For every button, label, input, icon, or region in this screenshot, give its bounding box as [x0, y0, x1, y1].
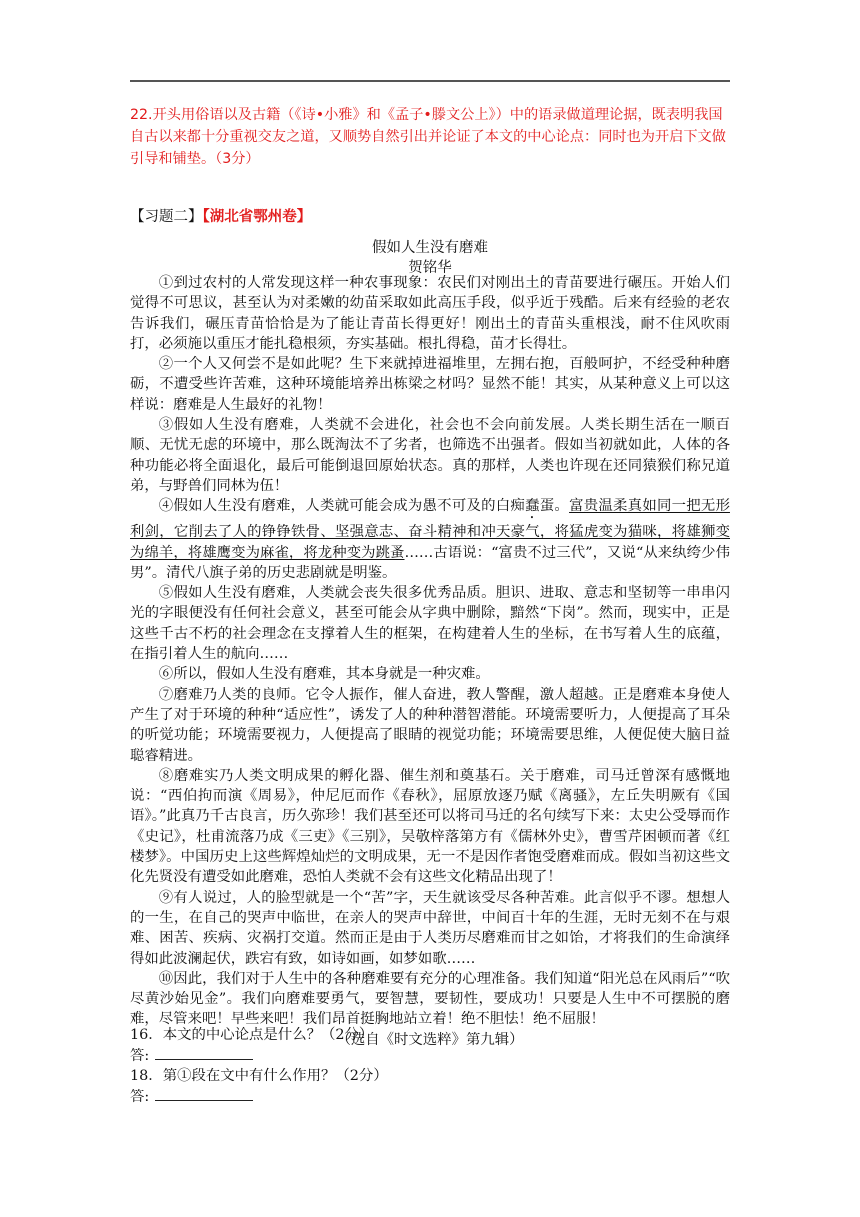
exercise-source: 【湖北省鄂州卷】 — [202, 209, 312, 225]
paragraph-8: ⑧磨难实乃人类文明成果的孵化器、催生剂和奠基石。关于磨难，司马迁曾深有感慨地说：“西伯拘而演《周易》，仲尼厄而作《春秋》，屈原放逐乃赋《离骚》，左丘失明厥有《国语》。”此真乃千古良言，历久弥珍！我们甚至还可以将司马迁的名句续写下来：太史公受辱而作《史记》，杜甫流落乃成《三吏》《三别》，吴敬梓落第方有《儒林外史》，曹雪芹困顿而著《红楼梦》。中国历史上这些辉煌灿烂的文明成果，无一不是因作者饱受磨难而成。假如当初这些文化先贤没有遭受如此磨难，恐怕人类就不会有这些文化精品出现了！ — [130, 767, 730, 886]
answer-note-22: 22.开头用俗语以及古籍（《诗•小雅》和《孟子•滕文公上》）中的语录做道理论据，既表明我国自古以来都十分重视交友之道，又顺势自然引出并论证了本文的中心论点：同时也为开启下文做引导和铺垫。（3分） — [130, 107, 726, 167]
paragraph-9: ⑨有人说过，人的脸型就是一个“苦”字，天生就该受尽各种苦难。此言似乎不谬。想想人的一生，在自己的哭声中临世，在亲人的哭声中辞世，中间百十年的生涯，无时无刻不在与艰难、困苦、疾病、灾祸打交道。然而正是由于人类历尽磨难而甘之如饴，才将我们的生命演绎得如此波澜起伏，跌宕有致，如诗如画，如梦如歌…… — [130, 889, 730, 967]
underlined-sentence: 富贵温柔真如同一把无形利剑，它削去了人的铮铮铁骨、坚强意志、奋斗精神和冲天豪气，将猛虎变为猫咪，将雄狮变为绵羊，将雄鹰变为麻雀，将龙种变为跳蚤 — [130, 498, 730, 561]
answer-line — [130, 1045, 730, 1066]
article-source: （选自《时文选粹》第九辑） — [336, 1031, 524, 1048]
exercise-header — [130, 205, 311, 226]
paragraph-4-part-b: 蛋。 — [539, 498, 570, 515]
question-16 — [130, 1025, 730, 1067]
header-rule — [130, 80, 730, 82]
paragraph-3: ③假如人生没有磨难，人类就不会进化，社会也不会向前发展。人类长期生活在一顺百顺、无忧无虑的环境中，那么既淘汰不了劣者，也筛选不出强者。假如当初就如此，人体的各种功能必将全面退化，最后可能倒退回原始状态。真的那样，人类也许现在还同猿猴们称兄道弟，与野兽们同林为伍！ — [130, 417, 730, 494]
answer-label: 答: — [130, 1048, 150, 1065]
answer-blank[interactable] — [155, 1045, 253, 1060]
paragraph-4-part-a: ④假如人生没有磨难，人类就可能会成为愚不可及的白痴 — [158, 498, 526, 515]
paragraph-7: ⑦磨难乃人类的良师。它令人振作，催人奋进，教人警醒，激人超越。正是磨难本身使人产生了对于环境的种种“适应性”，诱发了人的种种潜智潜能。环境需要听力，人便提高了耳朵的听觉功能；环境需要视力，人便提高了眼睛的视觉功能；环境需要思维，人便促使大脑日益聪睿精进。 — [130, 686, 730, 764]
paragraph-5: ⑤假如人生没有磨难，人类就会丧失很多优秀品质。胆识、进取、意志和坚韧等一串串闪光的字眼便没有任何社会意义，甚至可能会从字典中删除，黯然“下岗”。然而，现实中，正是这些千古不朽的社会理念在支撑着人生的框架，在构建着人生的坐标，在书写着人生的底蕴，在指引着人生的航向…… — [130, 585, 730, 663]
question-18 — [130, 1066, 730, 1108]
paragraph-2: ②一个人又何尝不是如此呢？生下来就掉进福堆里，左拥右抱，百般呵护，不经受种种磨砺，不遭受些许苦难，这种环境能培养出栋梁之材吗？显然不能！其实，从某种意义上可以这样说：磨难是人生最好的礼物！ — [130, 356, 730, 413]
question-text: 16．本文的中心论点是什么？（2分） — [130, 1027, 374, 1043]
answer-line — [130, 1086, 730, 1107]
article-title: 假如人生没有磨难 — [372, 240, 488, 256]
paragraph-10: ⑩因此，我们对于人生中的各种磨难要有充分的心理准备。我们知道“阳光总在风雨后”“吹尽黄沙始见金”。我们向磨难要勇气，要智慧，要韧性，要成功！只要是人生中不可摆脱的磨难，尽管来吧！早些来吧！我们昂首挺胸地站立着！绝不胆怯！绝不屈服！ — [130, 970, 730, 1028]
answer-blank[interactable] — [155, 1086, 253, 1101]
paragraph-1: ①到过农村的人常发现这样一种农事现象：农民们对刚出土的青苗要进行碾压。开始人们觉得不可思议，甚至认为对柔嫩的幼苗采取如此高压手段，似乎近于残酷。后来有经验的老农告诉我们，碾压青苗恰恰是为了能让青苗长得更好！刚出土的青苗头重根浅，耐不住风吹雨打，必须施以重压才能扎稳根须，夯实基础。根扎得稳，苗才长得壮。 — [130, 275, 730, 352]
question-text: 18．第①段在文中有什么作用？（2分） — [130, 1068, 388, 1084]
article-author: 贺铭华 — [408, 260, 452, 276]
dotted-character: 蠢 — [525, 498, 540, 515]
article-body — [130, 273, 730, 1050]
answer-label: 答: — [130, 1089, 150, 1106]
paragraph-4 — [130, 496, 730, 583]
exercise-label: 【习题二】 — [130, 209, 203, 225]
paragraph-4-part-c: ……古语说：“富贵不过三代”，又说“从来纨绔少伟男”。清代八旗子弟的历史悲剧就是明鉴。 — [130, 544, 730, 581]
paragraph-6: ⑥所以，假如人生没有磨难，其本身就是一种灾难。 — [158, 666, 490, 683]
